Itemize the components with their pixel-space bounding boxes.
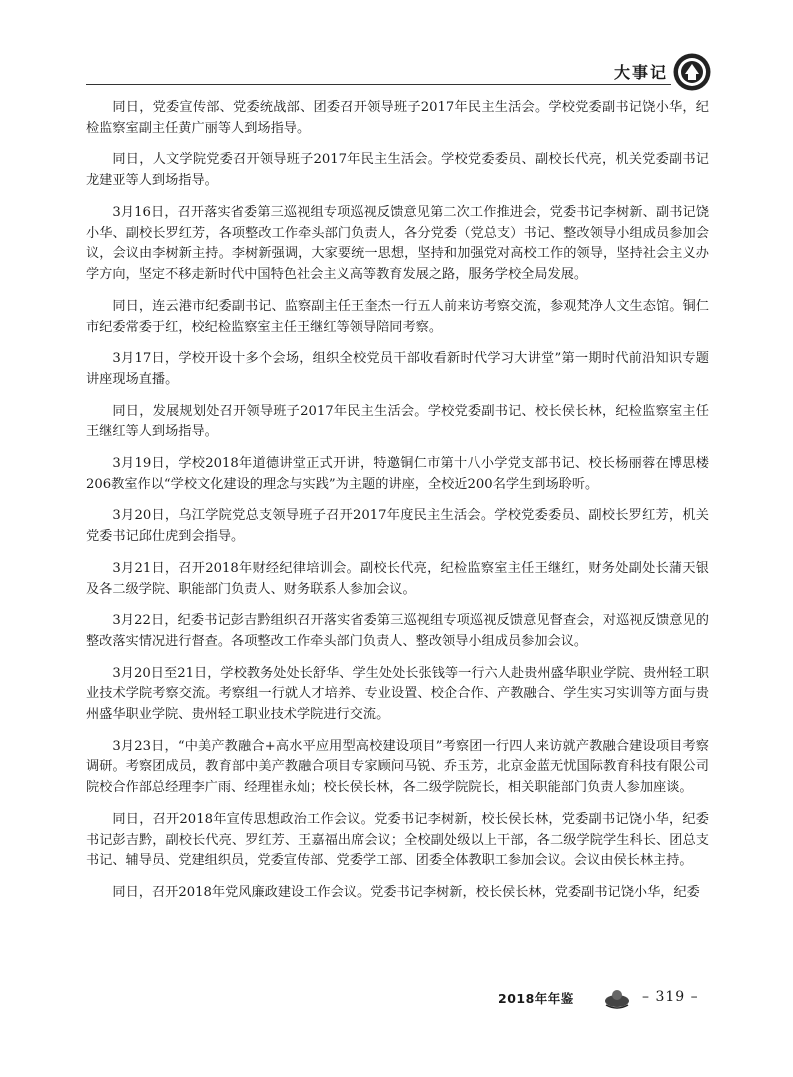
paragraph: 同日，连云港市纪委副书记、监察副主任王奎杰一行五人前来访考察交流，参观梵净人文生态馆。铜仁市纪委常委于红，校纪检监察室主任王继红等领导陪同考察。 [86, 298, 709, 335]
paragraph: 同日，党委宣传部、党委统战部、团委召开领导班子2017年民主生活会。学校党委副书记饶小华，纪检监察室副主任黄广丽等人到场指导。 [86, 100, 709, 136]
section-title: 大事记 [614, 63, 669, 82]
decorative-ornament-icon [602, 987, 632, 1009]
article-body [86, 98, 709, 915]
university-seal-icon [672, 52, 712, 92]
paragraph: 3月17日，学校开设十多个会场，组织全校党员干部收看新时代学习大讲堂”第一期时代前沿知识专题讲座现场直播。 [86, 351, 709, 387]
yearbook-label: 2018年年鉴 [498, 991, 574, 1006]
paragraph: 3月20日至21日，学校教务处处长舒华、学生处处长张钱等一行六人赴贵州盛华职业学院、贵州轻工职业技术学院考察交流。考察组一行就人才培养、专业设置、校企合作、产教融合、学生实习实训等方面与贵州盛华职业学院、贵州轻工职业技术学院进行交流。 [86, 665, 709, 723]
paragraph: 3月20日，乌江学院党总支领导班子召开2017年度民主生活会。学校党委委员、副校长罗红芳，机关党委书记邱仕虎到会指导。 [86, 508, 709, 545]
paragraph: 同日，发展规划处召开领导班子2017年民主生活会。学校党委副书记、校长侯长林，纪检监察室主任王继红等人到场指导。 [86, 403, 709, 440]
paragraph: 3月23日，“中美产教融合+高水平应用型高校建设项目”考察团一行四人来访就产教融合建设项目考察调研。考察团成员，教育部中美产教融合项目专家顾问马锐、乔玉芳，北京金蓝无忧国际教育科技有限公司院校合作部总经理李广雨、经理崔永灿；校长侯长林，各二级学院院长，相关职能部门负责人参加座谈。 [86, 738, 709, 796]
page-number: – 319 – [642, 989, 699, 1005]
paragraph: 同日，人文学院党委召开领导班子2017年民主生活会。学校党委委员、副校长代亮，机关党委副书记龙建亚等人到场指导。 [86, 152, 709, 189]
paragraph: 同日，召开2018年宣传思想政治工作会议。党委书记李树新，校长侯长林，党委副书记饶小华，纪委书记彭吉黔，副校长代亮、罗红芳、王嘉福出席会议；全校副处级以上干部，各二级学院学生科长、团总支书记、辅导员、党建组织员，党委宣传部、党委学工部、团委全体教职工参加会议。会议由侯长林主持。 [86, 811, 709, 869]
paragraph: 同日，召开2018年党风廉政建设工作会议。党委书记李树新，校长侯长林，党委副书记饶小华，纪委 [112, 885, 700, 901]
paragraph: 3月19日，学校2018年道德讲堂正式开讲，特邀铜仁市第十八小学党支部书记、校长杨丽蓉在博思楼206教室作以“学校文化建设的理念与实践”为主题的讲座，全校近200名学生到场聆听。 [86, 455, 709, 492]
paragraph: 3月22日，纪委书记彭吉黔组织召开落实省委第三巡视组专项巡视反馈意见督查会，对巡视反馈意见的整改落实情况进行督查。各项整改工作牵头部门负责人、整改领导小组成员参加会议。 [86, 613, 709, 649]
header-rule [86, 84, 671, 85]
paragraph: 3月16日，召开落实省委第三巡视组专项巡视反馈意见第二次工作推进会，党委书记李树新、副书记饶小华、副校长罗红芳，各项整改工作牵头部门负责人，各分党委（党总支）书记、整改领导小组成员参加会议，会议由李树新主持。李树新强调，大家要统一思想，坚持和加强党对高校工作的领导，坚持社会主义办学方向，坚定不移走新时代中国特色社会主义高等教育发展之路，服务学校全局发展。 [86, 204, 709, 283]
page-footer [498, 987, 718, 1011]
paragraph: 3月21日，召开2018年财经纪律培训会。副校长代亮，纪检监察室主任王继红，财务处副处长蒲天银及各二级学院、职能部门负责人、财务联系人参加会议。 [86, 560, 709, 597]
